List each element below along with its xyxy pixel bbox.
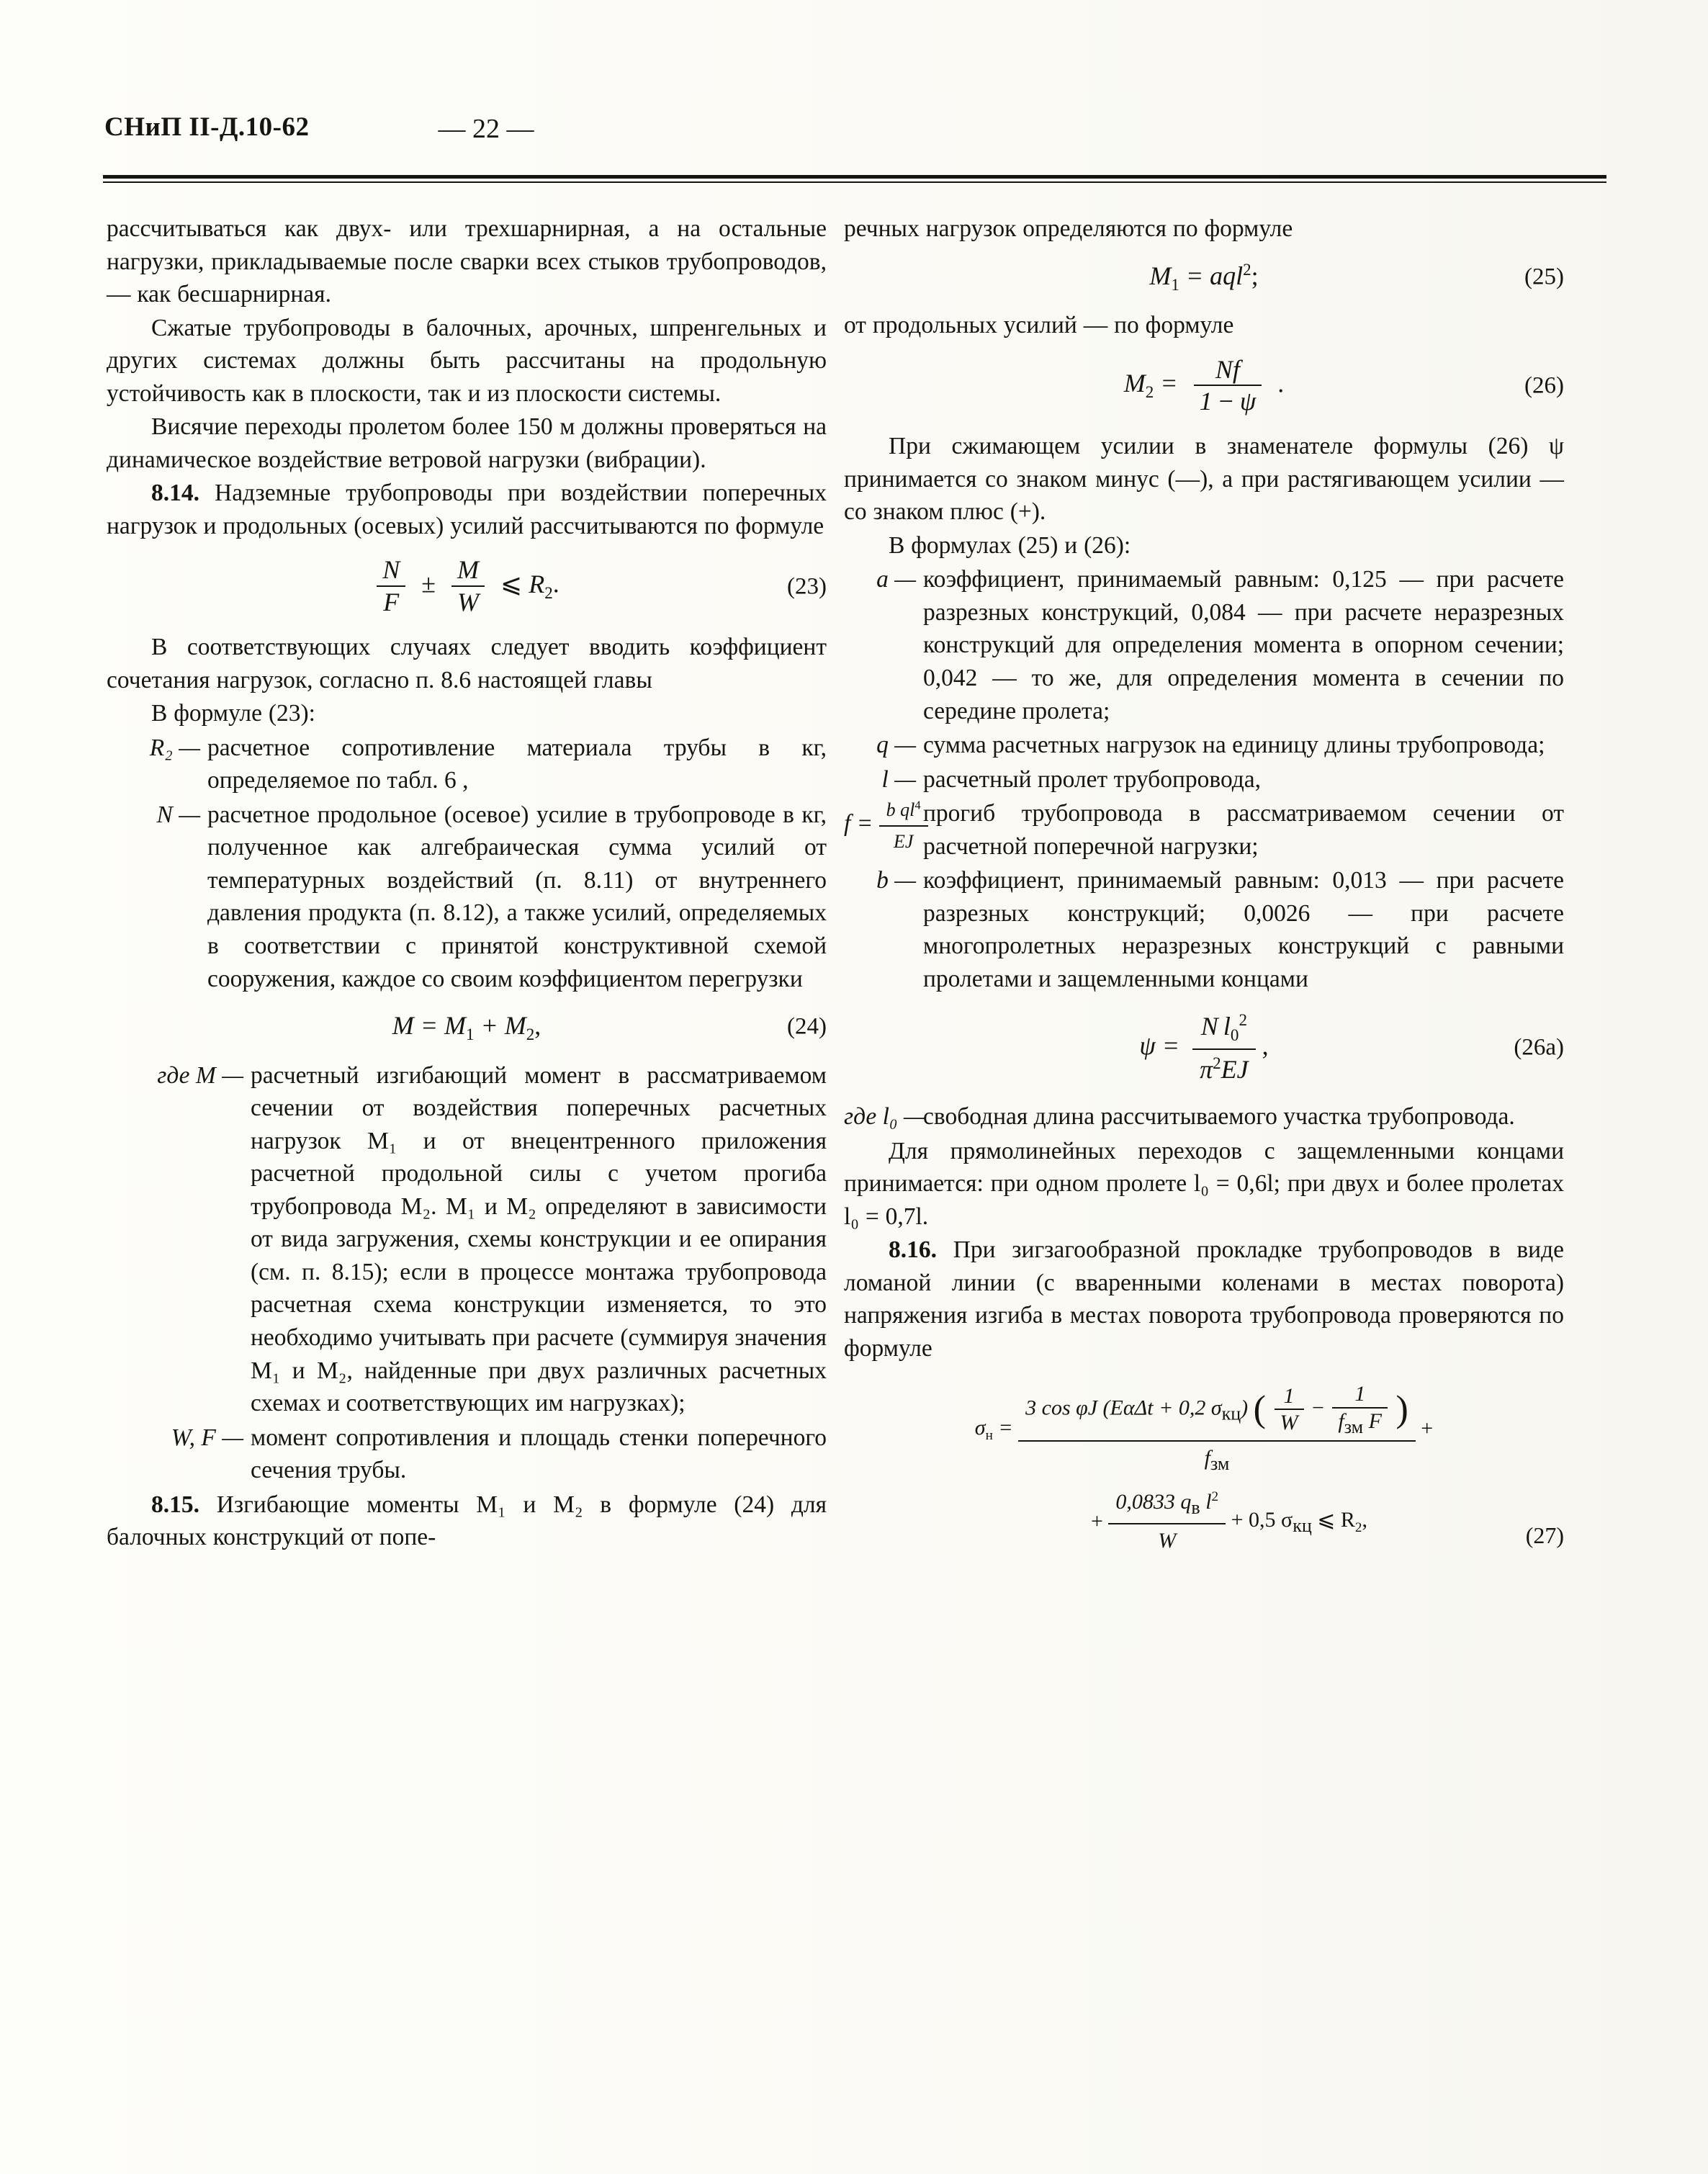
paragraph-8-15 (107, 1488, 827, 1554)
paragraph-in-formula-23: В формуле (23): (151, 700, 315, 727)
definition-W-F-symbol: W, F — (171, 1424, 243, 1451)
paragraph-axial-forces: от продольных усилий — по формуле (844, 312, 1234, 339)
definition-q-symbol: q — (876, 732, 916, 759)
definition-q-text: сумма расчетных нагрузок на единицу длины трубопровода; (923, 732, 1545, 759)
paragraph-suspended-crossings: Висячие переходы пролетом более 150 м должны проверяться на динамическое воздействие ветровой нагрузки (вибрации). (107, 413, 827, 473)
definition-b-symbol: b — (876, 867, 916, 894)
paragraph-continuation: рассчитываться как двух- или трехшарнирная, а на остальные нагрузки, прикладываемые после сварки всех стыков трубопроводов, — как бесшарнирная. (107, 215, 827, 308)
formula-26a: ψ = $\frac{N l_0^2}{\pi^2EJ}$ , (26а) (1139, 1010, 1564, 1084)
formula-27: $\sigma_н$ = 3 cos φJ (EαΔt + 0,2 $\sigma_{кц}$) ( $\frac{1}{W}$ − $\frac{1}{f_{зм} F}$ ) $f_{зм}$ + + 0,0833 $q_в$ $l^2$ W + 0,5 $\sigma_{кц}$ ⩽ $R_2$, (27) (974, 1382, 1564, 1553)
header-rule-thin (103, 181, 1606, 183)
definition-l0 (844, 1100, 1564, 1133)
definition-N-symbol: N — (156, 801, 200, 828)
left-column (107, 212, 827, 1555)
paragraph-in-formulas-25-26: В формулах (25) и (26): (889, 531, 1131, 559)
right-column (844, 212, 1564, 1563)
formula-24-number: (24) (787, 1013, 827, 1040)
clause-8-16-text: При зигзагообразной прокладке трубопроводов в виде ломаной линии (с вваренными коленами в местах поворота) напряжения изгиба в местах поворота трубопровода проверяются по формуле (844, 1236, 1564, 1362)
paragraph-load-combination: В соответствующих случаях следует вводить коэффициент сочетания нагрузок, согласно п. 8.6 настоящей главы (107, 634, 827, 693)
formula-26-number: (26) (1524, 372, 1564, 399)
page-number: — 22 — (438, 114, 534, 144)
document-code: СНиП II-Д.10-62 (104, 112, 310, 142)
definition-R2-symbol: R₂ — (149, 734, 200, 761)
definition-q (844, 729, 1564, 762)
definition-l (844, 763, 1564, 796)
definition-M-symbol: где M — (157, 1061, 243, 1089)
paragraph-transverse-loads: речных нагрузок определяются по формуле (844, 215, 1293, 242)
definition-a (844, 563, 1564, 727)
definition-b (844, 864, 1564, 995)
formula-26: $M_2$ = $\frac{Nf}{1 - \psi}$ . (26) (1123, 354, 1564, 416)
definition-R2 (107, 732, 827, 797)
definition-N (107, 799, 827, 995)
formula-26a-number: (26а) (1514, 1034, 1564, 1061)
formula-23: $\frac{N}{F}$ ± $\frac{M}{W}$ ⩽ $R_2$. (23) (107, 555, 827, 618)
definition-l-text: расчетный пролет трубопровода, (923, 765, 1262, 793)
definition-f-text: прогиб трубопровода в рассматриваемом сечении от расчетной поперечной нагрузки; (923, 800, 1564, 860)
paragraph-straight-crossings: Для прямолинейных переходов с защемленными концами принимается: при одном пролете l₀ = 0,6l; при двух и более пролетах l₀ = 0,7l. (844, 1137, 1564, 1230)
definition-W-F-text: момент сопротивления и площадь стенки поперечного сечения трубы. (251, 1424, 827, 1484)
formula-25: $M_1 = aql^2$; (25) (1149, 259, 1564, 294)
definition-a-symbol: a — (876, 566, 916, 593)
clause-number-8-14: 8.14. (151, 480, 199, 507)
formula-25-number: (25) (1524, 264, 1564, 290)
definition-l-symbol: l — (881, 765, 916, 793)
definition-l0-text: свободная длина рассчитываемого участка трубопровода. (923, 1102, 1515, 1130)
paragraph-sign-rule: При сжимающем усилии в знаменателе формулы (26) ψ принимается со знаком минус (—), а при растягивающем усилии — со знаком плюс (+). (844, 433, 1564, 526)
formula-27-number: (27) (1525, 1522, 1564, 1549)
paragraph-8-16 (844, 1234, 1564, 1365)
definition-N-text: расчетное продольное (осевое) усилие в трубопроводе в кг, полученное как алгебраическая сумма усилий от температурных воздействий (п. 8.11) от внутреннего давления продукта (п. 8.12), а также усилий, определяемых в соответствии с принятой конструктивной схемой сооружения, каждое со своим коэффициентом перегрузки (207, 801, 827, 992)
definition-W-F (107, 1421, 827, 1487)
paragraph-compressed-pipes: Сжатые трубопроводы в балочных, арочных, шпренгельных и других системах должны быть рассчитаны на продольную устойчивость как в плоскости, так и из плоскости системы. (107, 314, 827, 407)
paragraph-8-14 (107, 477, 827, 542)
definition-M (107, 1059, 827, 1420)
definition-f-deflection (844, 797, 1564, 863)
definition-l0-symbol: где l₀ — (844, 1102, 925, 1130)
clause-8-14-text: Надземные трубопроводы при воздействии поперечных нагрузок и продольных (осевых) усилий рассчитываются по формуле (107, 480, 827, 539)
clause-number-8-16: 8.16. (889, 1236, 937, 1264)
definition-b-text: коэффициент, принимаемый равным: 0,013 — при расчете разрезных конструкций; 0,0026 — при расчете многопролетных неразрезных конструкций с равными пролетами и защемленными концами (923, 867, 1564, 992)
definition-f-formula: f = $\frac{b ql^4}{EJ}$ (844, 797, 923, 863)
clause-number-8-15: 8.15. (151, 1491, 199, 1518)
definition-M-text: расчетный изгибающий момент в рассматриваемом сечении от воздействия поперечных расчетных нагрузок M₁ и от внецентренного приложения расчетной продольной силы с учетом прогиба трубопровода M₂. M₁ и M₂ определяют в зависимости от вида загружения, схемы конструкции и ее опирания (см. п. 8.15); если в процессе монтажа трубопровода расчетная схема конструкции изменяется, то это необходимо учитывать при расчете (суммируя значения M₁ и M₂, найденные при двух различных расчетных схемах и соответствующих им нагрузках); (251, 1061, 827, 1417)
header-rule-thick (103, 175, 1606, 179)
page-header (104, 112, 1602, 162)
formula-24: $M = M_1 + M_2$, (24) (392, 1011, 827, 1044)
clause-8-15-text: Изгибающие моменты M₁ и M₂ в формуле (24) для балочных конструкций от попе- (107, 1491, 827, 1551)
definition-R2-text: расчетное сопротивление материала трубы в кг, определяемое по табл. 6 , (207, 734, 827, 794)
formula-23-number: (23) (787, 573, 827, 600)
definition-a-text: коэффициент, принимаемый равным: 0,125 — при расчете разрезных конструкций, 0,084 — при расчете неразрезных конструкций для определения момента в опорном сечении; 0,042 — то же, для определения момента в сечении по середине пролета; (923, 566, 1564, 724)
